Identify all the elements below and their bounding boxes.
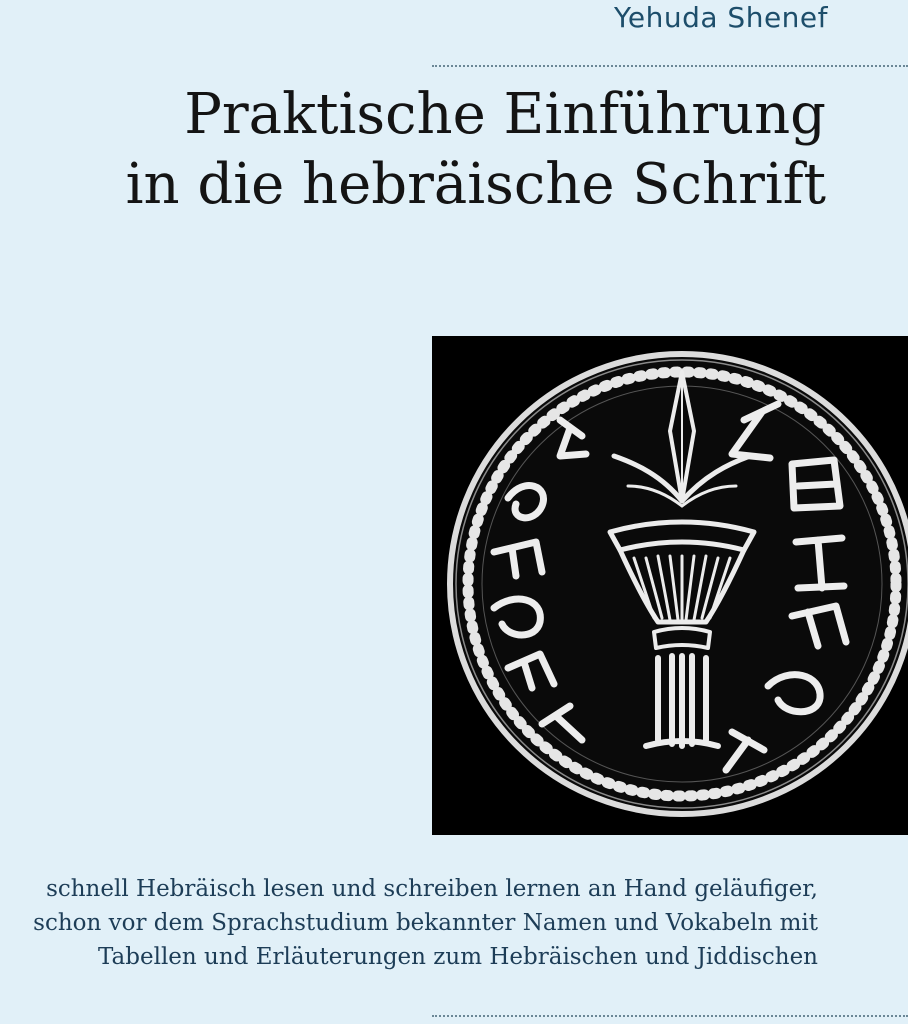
subtitle-line-3: Tabellen und Erläuterungen zum Hebräischen und Jiddischen	[97, 944, 818, 970]
subtitle-line-2: schon vor dem Sprachstudium bekannter Namen und Vokabeln mit	[33, 910, 818, 936]
title-line-2: in die hebräische Schrift	[125, 152, 826, 217]
book-subtitle	[33, 872, 818, 974]
ancient-coin-icon	[432, 336, 908, 835]
top-dotted-divider	[432, 65, 908, 67]
subtitle-line-1: schnell Hebräisch lesen und schreiben lernen an Hand geläufiger,	[46, 876, 818, 902]
book-title	[126, 80, 826, 220]
author-name: Yehuda Shenef	[613, 1, 828, 34]
title-line-1: Praktische Einführung	[184, 82, 826, 147]
bottom-dotted-divider	[432, 1015, 908, 1017]
cover-image	[432, 336, 908, 835]
